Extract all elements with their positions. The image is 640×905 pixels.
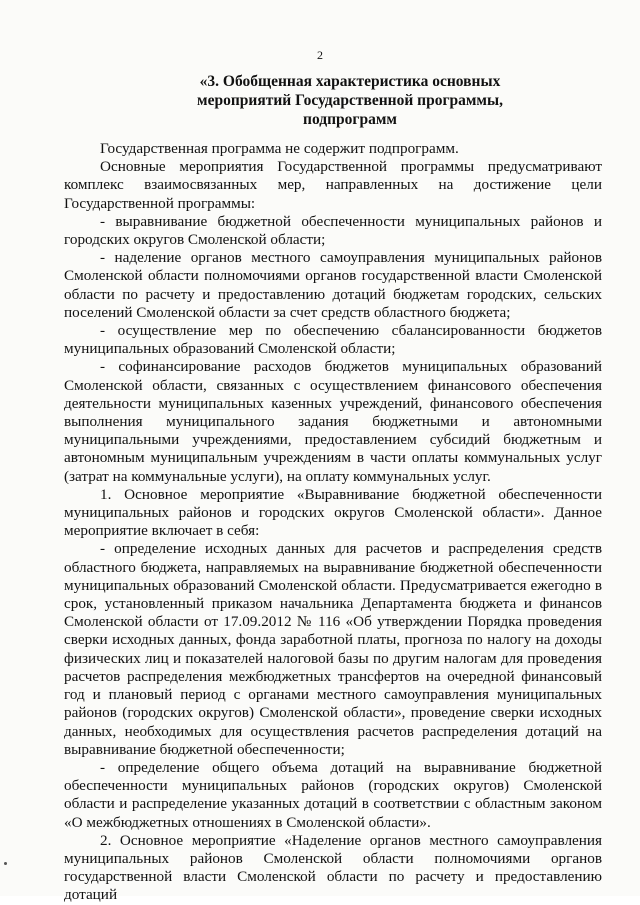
- heading-line: мероприятий Государственной программы,: [197, 92, 503, 109]
- heading-line: подпрограмм: [303, 111, 397, 128]
- paragraph: Основные мероприятия Государственной программы предусматривают комплекс взаимосвязанных мер, направленных на достижение цели Государственной программы:: [64, 158, 602, 212]
- paragraph: 2. Основное мероприятие «Наделение органов местного самоуправления муниципальных районов Смоленской области полномочиями органов государственной власти Смоленской области по расчету и предоставлению дотаций: [64, 831, 602, 904]
- paragraph: Государственная программа не содержит подпрограмм.: [100, 140, 459, 157]
- list-item-paragraph: - наделение органов местного самоуправления муниципальных районов Смоленской области полномочиями органов государственной власти Смоленской области по расчету и предоставлению дотаций бюджетам городских, сельских поселений Смоленской области за счет средств областного бюджета;: [64, 249, 602, 321]
- list-item-paragraph: - определение исходных данных для расчетов и распределения средств областного бюджета, направляемых на выравнивание бюджетной обеспеченности муниципальных образований Смоленской области. Предусматривается ежегодно в срок, установленный приказом начальника Департамента бюджета и финансов Смоленской области от 17.09.2012 № 116 «Об утверждении Порядка проведения сверки исходных данных, фонда заработной платы, прогноза по налогу на доходы физических лиц и показателей налоговой базы по другим налогам для проведения расчетов распределения межбюджетных трансфертов на очередной финансовый год и плановый период с органами местного самоуправления муниципальных районов (городских округов) Смоленской области», проведение сверки исходных данных, необходимых для осуществления расчетов распределения дотаций на выравнивание бюджетной обеспеченности;: [64, 540, 602, 758]
- paragraph: 1. Основное мероприятие «Выравнивание бюджетной обеспеченности муниципальных районов и городских округов Смоленской области». Данное мероприятие включает в себя:: [64, 485, 602, 540]
- list-item-paragraph: - выравнивание бюджетной обеспеченности муниципальных районов и городских округов Смоленской области;: [64, 212, 602, 249]
- list-item-paragraph: - софинансирование расходов бюджетов муниципальных образований Смоленской области, связанных с осуществлением финансового обеспечения деятельности муниципальных казенных учреждений, финансового обеспечения выполнения муниципального задания бюджетными и автономными муниципальными учреждениями, предоставлением субсидий бюджетным и автономным муниципальным учреждениям в части оплаты коммунальных услуг (затрат на коммунальные услуги), на оплату коммунальных услуг.: [64, 358, 602, 485]
- document-body: [64, 140, 602, 905]
- list-item-paragraph: - осуществление мер по обеспечению сбалансированности бюджетов муниципальных образований Смоленской области;: [64, 322, 602, 358]
- list-item-paragraph: - определение общего объема дотаций на выравнивание бюджетной обеспеченности муниципальных районов (городских округов) Смоленской области и распределение указанных дотаций в соответствии с областным законом «О межбюджетных отношениях в Смоленской области».: [64, 758, 602, 831]
- scan-speck: [4, 862, 7, 865]
- page-number: 2: [317, 48, 323, 62]
- heading-line: «3. Обобщенная характеристика основных: [199, 73, 501, 90]
- section-heading: [150, 72, 550, 129]
